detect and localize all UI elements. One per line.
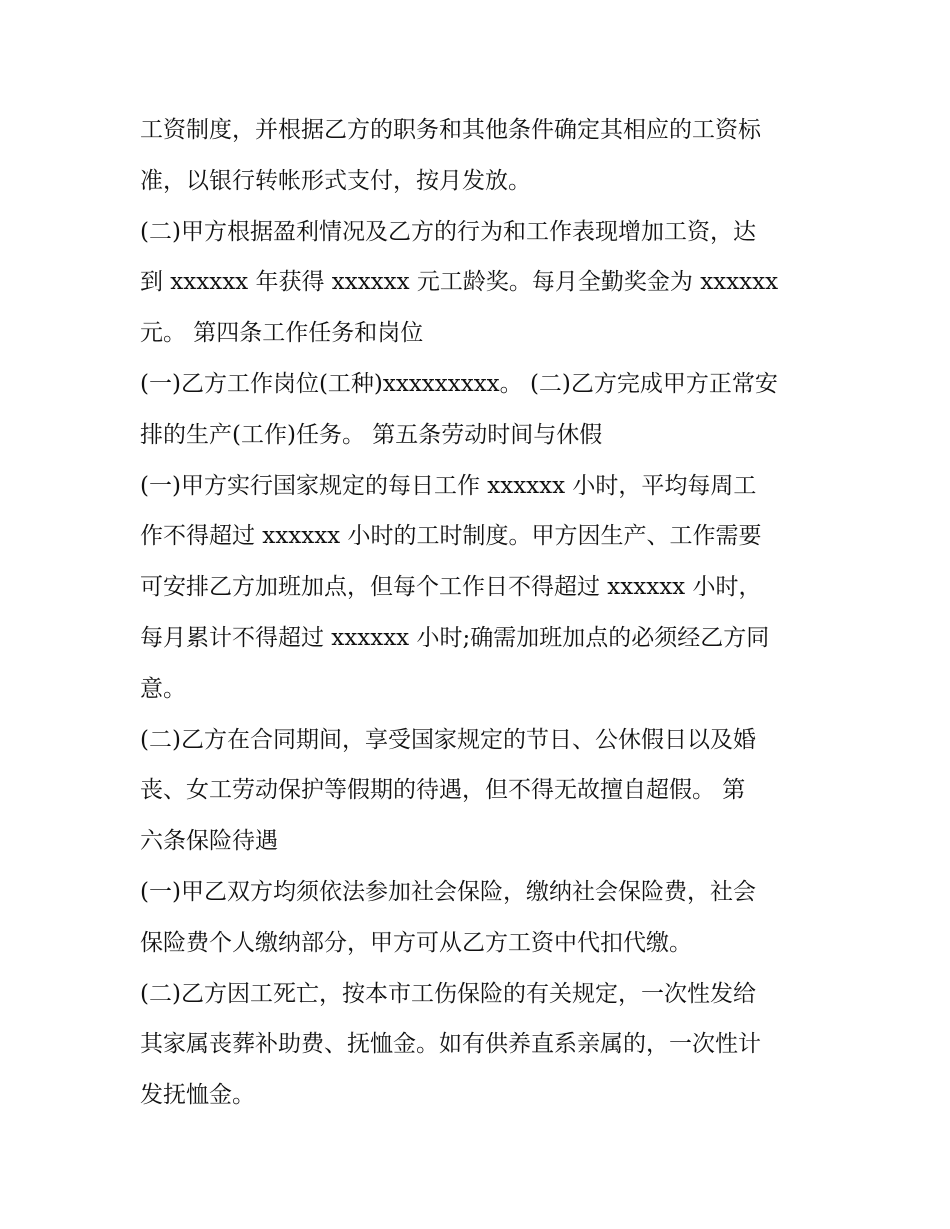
document-body [140, 105, 830, 1121]
text-line: 排的生产(工作)任务。 第五条劳动时间与休假 [140, 421, 603, 448]
text-line: 发抚恤金。 [140, 1082, 255, 1109]
text-line: 到 xxxxxx 年获得 xxxxxx 元工龄奖。每月全勤奖金为 xxxxxx [140, 269, 779, 296]
text-line: 每月累计不得超过 xxxxxx 小时;确需加班加点的必须经乙方同 [140, 624, 770, 651]
text-line: 其家属丧葬补助费、抚恤金。如有供养直系亲属的，一次性计 [140, 1031, 761, 1058]
text-line: 六条保险待遇 [140, 828, 278, 855]
text-line: 准，以银行转帐形式支付，按月发放。 [140, 167, 531, 194]
text-line: 作不得超过 xxxxxx 小时的工时制度。甲方因生产、工作需要 [140, 523, 762, 550]
text-line: 工资制度，并根据乙方的职务和其他条件确定其相应的工资标 [140, 117, 761, 143]
text-line: (二)乙方因工死亡，按本市工伤保险的有关规定，一次性发给 [140, 980, 756, 1007]
text-line: (二)乙方在合同期间，享受国家规定的节日、公休假日以及婚 [140, 726, 756, 753]
text-line: 意。 [140, 675, 186, 702]
text-line: (二)甲方根据盈利情况及乙方的行为和工作表现增加工资，达 [140, 218, 756, 245]
text-line: 丧、女工劳动保护等假期的待遇，但不得无故擅自超假。 第 [140, 777, 746, 804]
text-line: 保险费个人缴纳部分，甲方可从乙方工资中代扣代缴。 [140, 929, 692, 956]
text-line: 元。 第四条工作任务和岗位 [140, 320, 424, 347]
text-line: 可安排乙方加班加点，但每个工作日不得超过 xxxxxx 小时， [140, 574, 762, 601]
text-line: (一)乙方工作岗位(工种)xxxxxxxxx。 (二)乙方完成甲方正常安 [140, 370, 778, 397]
text-line: (一)甲乙双方均须依法参加社会保险，缴纳社会保险费，社会 [140, 878, 756, 905]
text-line: (一)甲方实行国家规定的每日工作 xxxxxx 小时，平均每周工 [140, 472, 757, 499]
